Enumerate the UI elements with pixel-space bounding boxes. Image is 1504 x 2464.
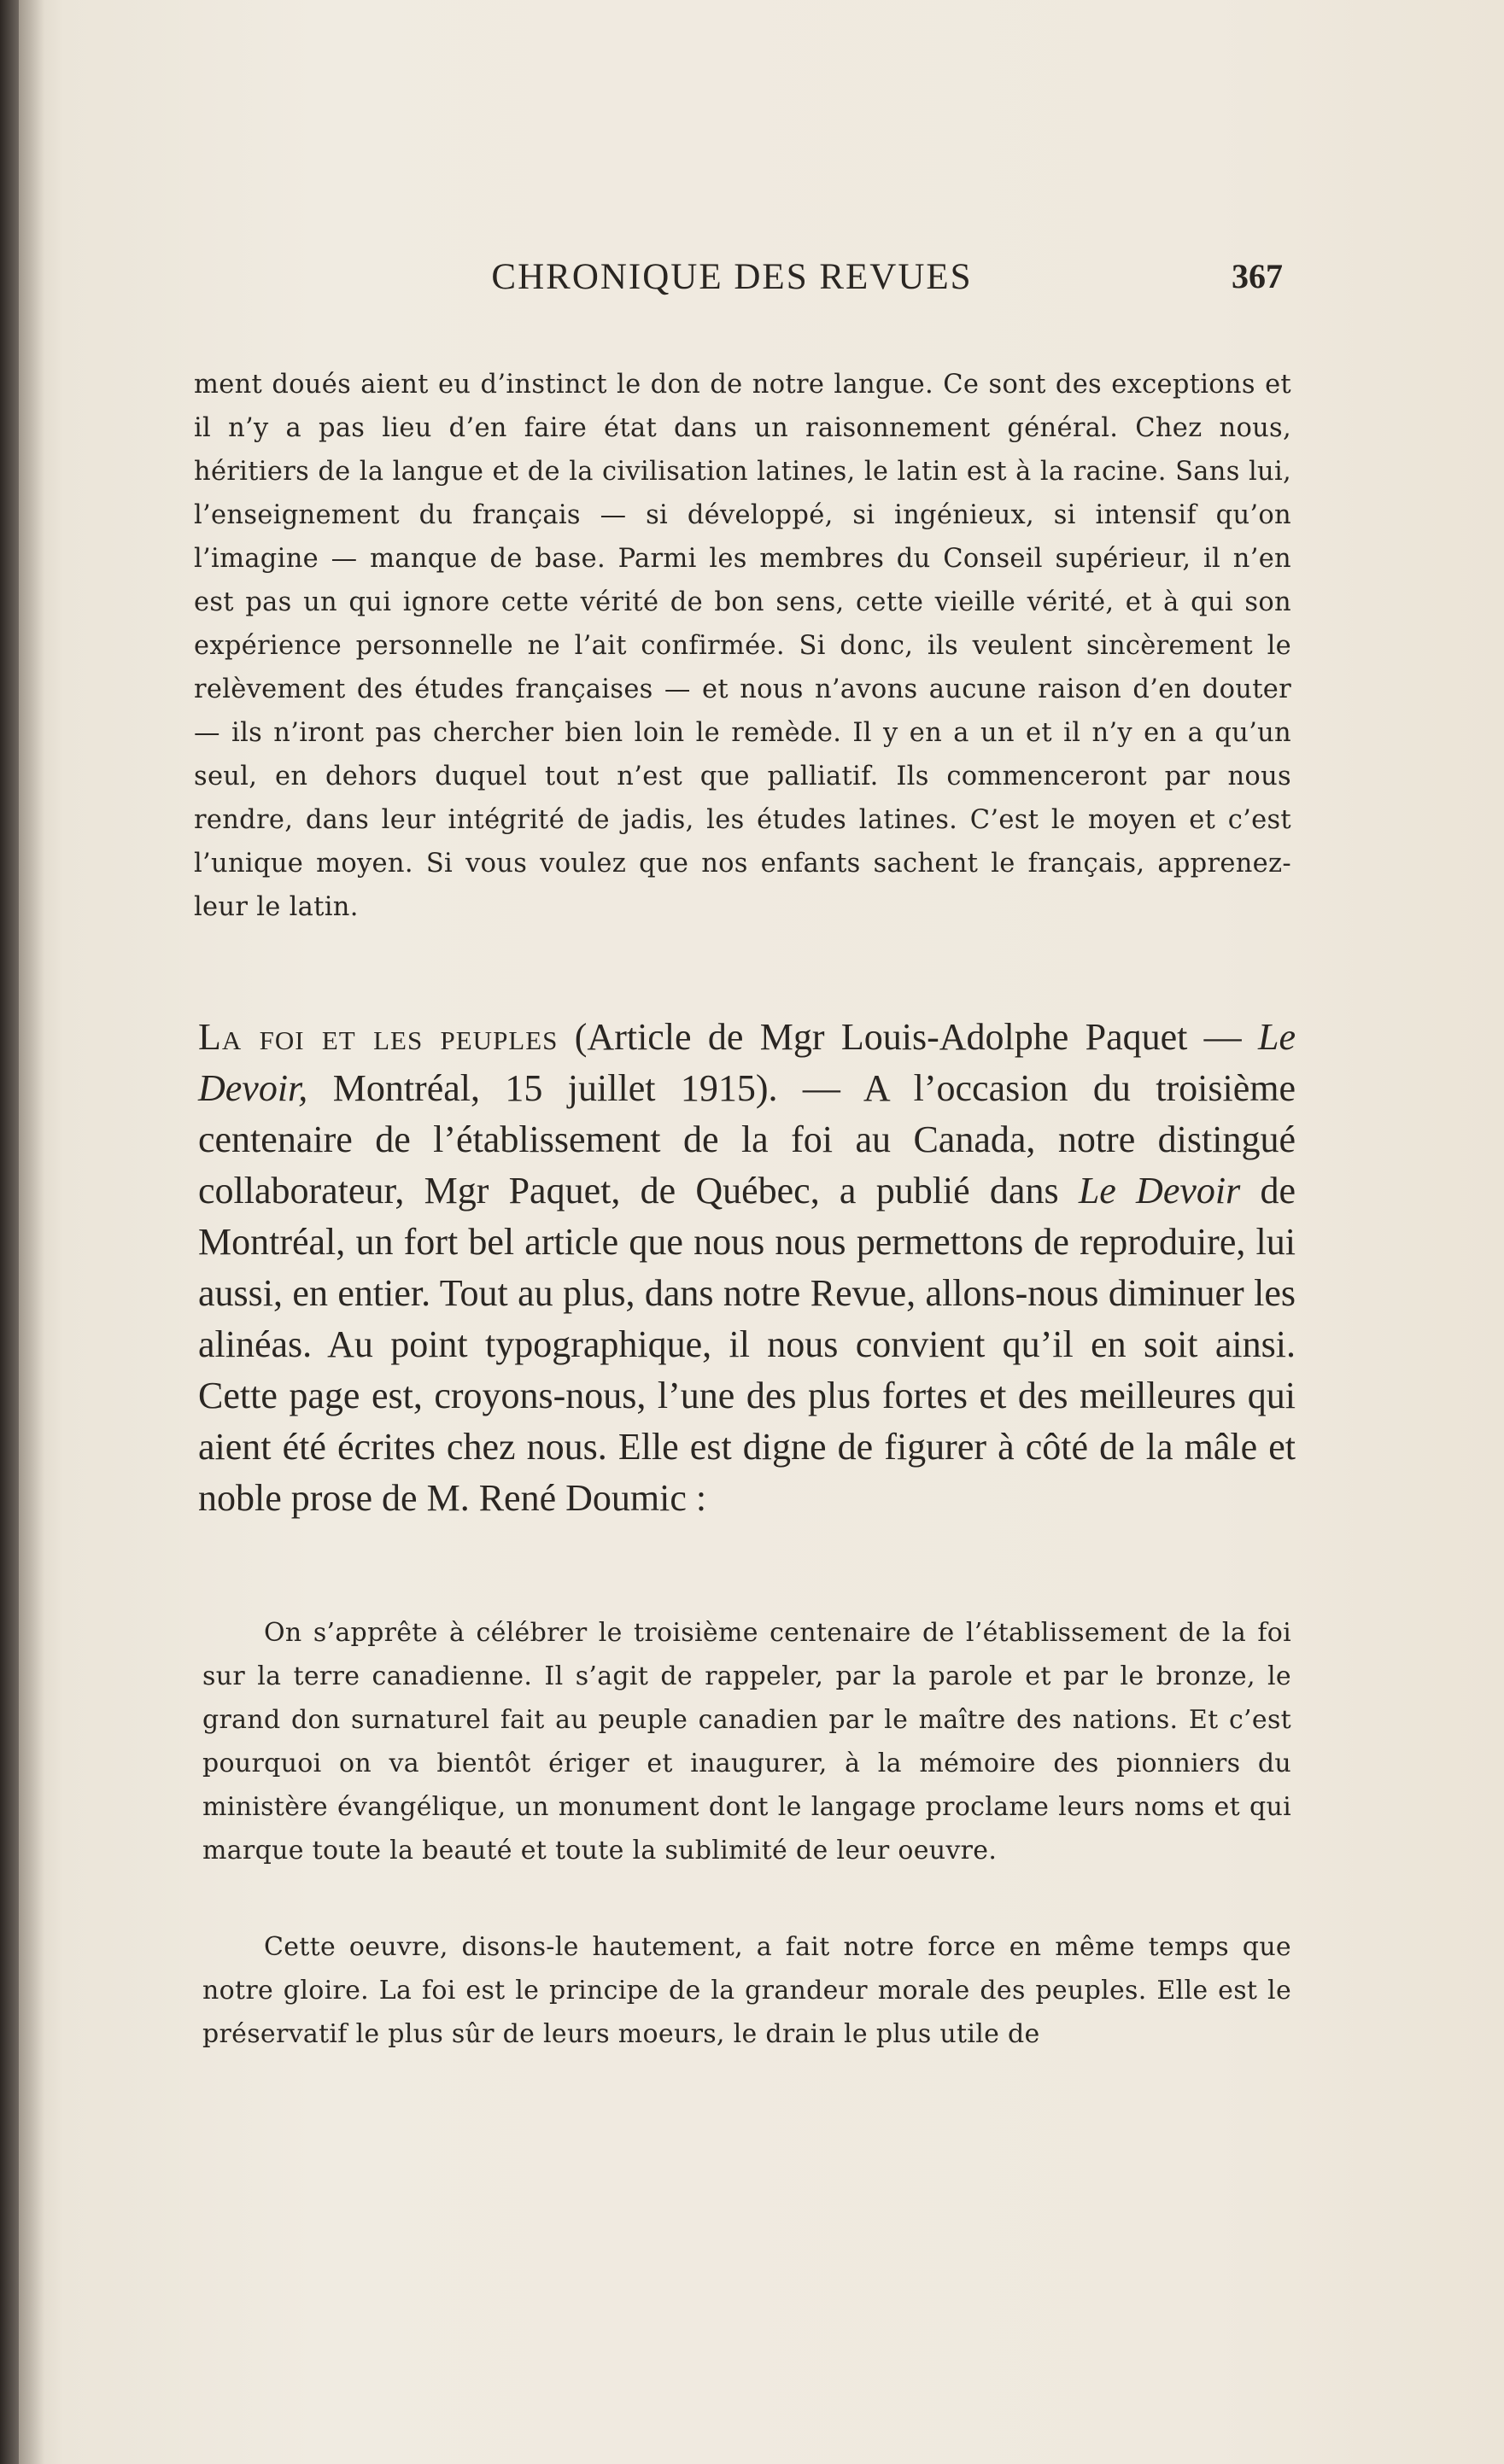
article-intro-part1: A l’occasion du troisième centenaire de l’établissement de la foi au Canada, notre distingué collaborateur, Mgr Paquet, de Québec, a publié dans [198,1067,1296,1212]
page-number: 367 [1232,257,1283,295]
article-intro-part2: de Montréal, un fort bel article que nous nous permettons de reproduire, lui aussi, en entier. Tout au plus, dans notre Revue, allons-nous diminuer les alinéas. Au point typographique, il nous convient qu’il en soit ainsi. Cette page est, croyons-nous, l’une des plus fortes et des meilleures qui aient été écrites chez nous. Elle est digne de figurer à côté de la mâle et noble prose de M. René Doumic : [198,1170,1296,1519]
quoted-paragraph-1: On s’apprête à célébrer le troisième centenaire de l’établissement de la foi sur la terre canadienne. Il s’agit de rappeler, par la parole et par le bronze, le grand don surnaturel fait au peuple canadien par le maître des nations. Et c’est pourquoi on va bientôt ériger et inaugurer, à la mémoire des pionniers du ministère évangélique, un monument dont le langage proclame leurs noms et qui marque toute la beauté et toute la sublimité de leur oeuvre. [202,1618,1291,1866]
book-page [19,0,1504,2464]
page-header [181,256,1283,307]
article-source-open: (Article de Mgr Louis-Adolphe Paquet — [558,1016,1259,1058]
body-paragraph-continued: ment doués aient eu d’instinct le don de notre langue. Ce sont des exceptions et il n’y a pas lieu d’en faire état dans un raisonnement général. Chez nous, héritiers de la langue et de la civilisation latines, le latin est à la racine. Sans lui, l’enseignement du français — si développé, si ingénieux, si intensif qu’on l’imagine — manque de base. Parmi les membres du Conseil supérieur, il n’en est pas un qui ignore cette vérité de bon sens, cette vieille vérité, et à qui son expérience personnelle ne l’ait confirmée. Si donc, ils veulent sincèrement le relèvement des études françaises — et nous n’avons aucune raison d’en douter — ils n’iront pas chercher bien loin le remède. Il y en a un et il n’y en a qu’un seul, en dehors duquel tout n’est que palliatif. Ils commenceront par nous rendre, dans leur intégrité de jadis, les études latines. C’est le moyen et c’est l’unique moyen. Si vous voulez que nos enfants sachent le français, apprenez-leur le latin. [194,370,1291,922]
article-paragraph [198,1012,1296,1524]
running-title: CHRONIQUE DES REVUES [491,257,973,297]
article-source-close: Montréal, 15 juillet 1915). — [307,1067,863,1109]
page-gutter-shadow [19,0,44,2464]
article-heading: La foi et les peuples [198,1016,559,1058]
article-source-journal: Le Devoir, [198,1016,1296,1109]
quoted-paragraph-2: Cette oeuvre, disons-le hautement, a fait notre force en même temps que notre gloire. La foi est le principe de la grandeur morale des peuples. Elle est le préservatif le plus sûr de leurs moeurs, le drain le plus utile de [202,1932,1291,2049]
article-intro-journal: Le Devoir [1078,1170,1241,1212]
